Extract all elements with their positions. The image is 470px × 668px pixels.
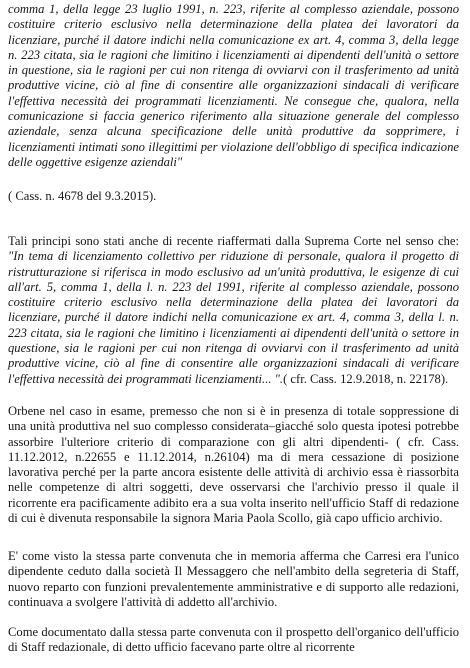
paragraph-2 xyxy=(8,234,459,387)
citation-1: ( Cass. n. 4678 del 9.3.2015). xyxy=(8,189,157,203)
paragraph-4: E' come visto la stessa parte convenuta che in memoria afferma che Carresi era l'unico dipendente ceduto dalla società Il Messaggero che nell'ambito della segreteria di Staff, nuovo reparto con funzioni prevalentemente amministrative e di supporto alle redazioni, continuava a svolgere l'attività di addetto all'archivio. xyxy=(8,549,459,609)
paragraph-2-quote: "In tema di licenziamento collettivo per riduzione di personale, qualora il progetto di ristrutturazione si riferisca in modo esclusivo ad un'unità produttiva, le esigenze di cui all'art. 5, comma 1, della l. n. 223 del 1991, riferite al complesso aziendale, possono costituire criterio esclusivo nella determinazione della platea dei lavoratori da licenziare, purché il datore indichi nella comunicazione ex art. 4, comma 3, della l. n. 223 citata, sia le ragioni che limitino i licenziamenti ai dipendenti dell'unità o settore in questione, sia le ragioni per cui non ritenga di ovviarvi con il trasferimento ad unità produttive vicine, ciò al fine di consentire alle organizzazioni sindacali di verificare l'effettiva necessità dei programmati licenziamenti... ". xyxy=(8,249,459,386)
quote-paragraph-1: comma 1, della legge 23 luglio 1991, n. 223, riferite al complesso aziendale, possono costituire criterio esclusivo nella determinazione della platea dei lavoratori da licenziare, purché il datore indichi nella comunicazione ex art. 4, comma 3, della legge n. 223 citata, sia le ragioni che limitino i licenziamenti ai dipendenti dell'unità o settore in questione, sia le ragioni per cui non ritenga di ovviarvi con il trasferimento ad unità produttive vicine, ciò al fine di consentire alle organizzazioni sindacali di verificare l'effettiva necessità dei programmati licenziamenti. Ne consegue che, qualora, nella comunicazione si faccia generico riferimento alla situazione generale del complesso aziendale, senza alcuna specificazione delle unità produttive da sopprimere, i licenziamenti intimati sono illegittimi per violazione dell'obbligo di specifica indicazione delle oggettive esigenze aziendali" xyxy=(8,2,459,169)
paragraph-3: Orbene nel caso in esame, premesso che non si è in presenza di totale soppressione di una unità produttiva nel suo complesso considerata–giacché solo questa ipotesi potrebbe assorbire l'ulteriore criterio di comparazione con gli altri dipendenti- ( cfr. Cass. 11.12.2012, n.22655 e 11.12.2014, n.26104) ma di mera cessazione di posizione lavorativa perché per la parte ancora esistente delle attività di archivio essa è riassorbita nelle competenze di altri soggetti, deve osservarsi che l'archivio presso il quale il ricorrente era pacificamente adibito era a sua volta inserito nell'ufficio Staff di redazione di cui è divenuta responsabile la signora Maria Paola Scollo, già capo ufficio archivio. xyxy=(8,404,459,526)
paragraph-2-intro: Tali principi sono stati anche di recente riaffermati dalla Suprema Corte nel senso che: xyxy=(8,234,459,248)
paragraph-2-citation: ( cfr. Cass. 12.9.2018, n. 22178). xyxy=(283,371,449,386)
paragraph-5: Come documentato dalla stessa parte convenuta con il prospetto dell'organico dell'ufficio di Staff redazionale, di detto ufficio facevano parte oltre al ricorrente xyxy=(8,625,459,655)
